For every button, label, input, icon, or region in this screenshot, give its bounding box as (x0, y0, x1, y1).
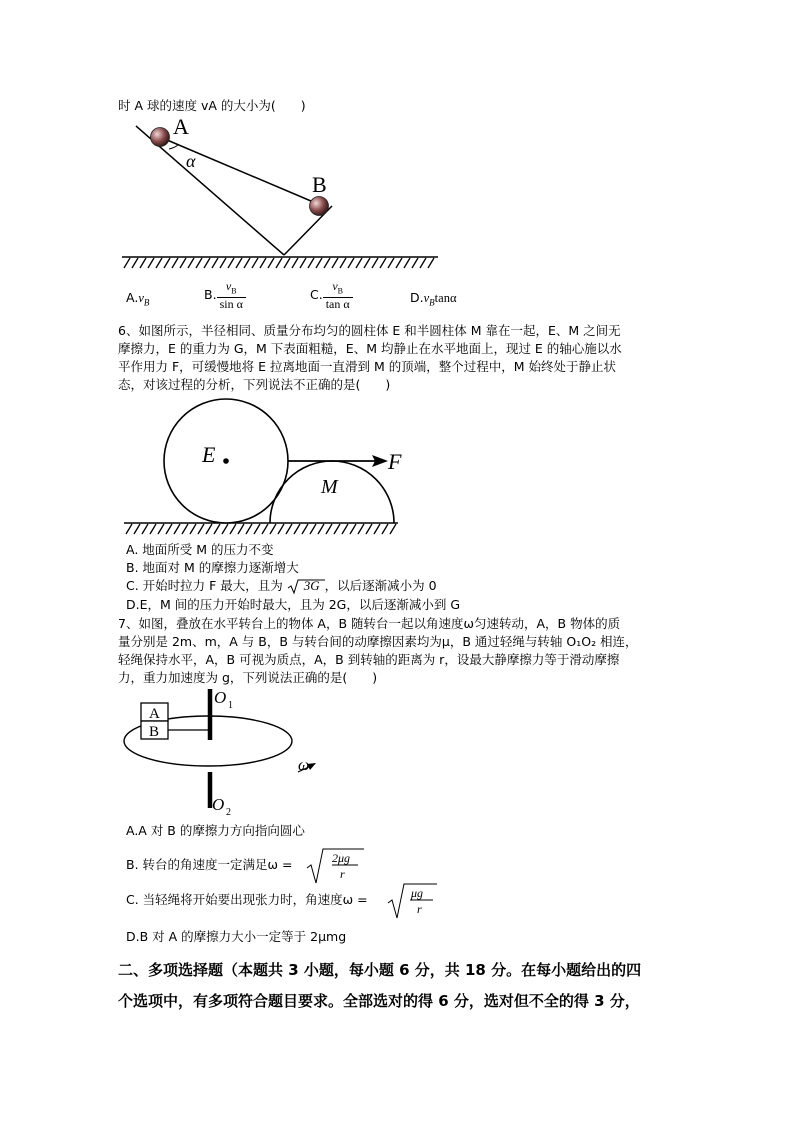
option-fraction: $\frac{v_B}{\text{sin α}}$ (217, 280, 246, 311)
hatch-mark (214, 524, 220, 534)
section2-line2: 个选项中，有多项符合题目要求。全部选对的得 6 分，选对但不全的得 3 分， (118, 992, 640, 1010)
hatch-mark (332, 258, 338, 268)
hatch-mark (246, 524, 252, 534)
hatch-mark (420, 258, 426, 268)
q7-option-b: B. 转台的角速度一定满足ω = (126, 857, 293, 872)
section2-line1: 二、多项选择题（本题共 3 小题，每小题 6 分，共 18 分。在每小题给出的四 (118, 961, 642, 979)
label-m: M (321, 476, 338, 498)
svg-text:r: r (340, 867, 345, 881)
q6-option-d: D.E，M 间的压力开始时最大，且为 2G，以后逐渐减小到 G (126, 597, 461, 612)
hatch-mark (390, 524, 396, 534)
ball-a (151, 128, 170, 147)
ball-b (310, 197, 329, 216)
q6-option-b: B. 地面对 M 的摩擦力逐渐增大 (126, 560, 299, 575)
label-o1-sub: 1 (228, 700, 233, 711)
q6-stem-line2: 摩擦力，E 的重力为 G，M 下表面粗糙，E、M 均静止在水平地面上，现过 E 的轴心施以水 (118, 341, 622, 356)
hatch-mark (286, 524, 292, 534)
hatch-mark (324, 258, 330, 268)
label-e: E (202, 442, 216, 467)
hatch-mark (396, 258, 402, 268)
hatch-mark (294, 524, 300, 534)
hatch-mark (190, 524, 196, 534)
hatch-mark (302, 524, 308, 534)
label-b: B (312, 172, 327, 197)
hatch-mark (342, 524, 348, 534)
hatch-mark (230, 524, 236, 534)
q7-option-a: A.A 对 B 的摩擦力方向指向圆心 (126, 823, 305, 838)
q7-stem-line3: 轻绳保持水平，A，B 可视为质点，A，B 到转轴的距离为 r，设最大静摩擦力等于滑动摩擦 (118, 652, 620, 667)
hatch-mark (348, 258, 354, 268)
hatch-mark (340, 258, 346, 268)
hatch-mark (244, 258, 250, 268)
q7-option-d: D.B 对 A 的摩擦力大小一定等于 2μmg (126, 929, 347, 944)
hatch-mark (252, 258, 258, 268)
hatch-mark (316, 258, 322, 268)
q7-option-c-sqrt (387, 881, 443, 921)
hatch-mark (262, 524, 268, 534)
hatch-mark (300, 258, 306, 268)
hatch-mark (292, 258, 298, 268)
label-a: A (173, 114, 189, 139)
hatch-mark (124, 258, 130, 268)
hatch-mark (268, 258, 274, 268)
hatch-mark (358, 524, 364, 534)
hatch-mark (132, 258, 138, 268)
hatch-mark (388, 258, 394, 268)
q6-stem-line3: 平作用力 F，可缓慢地将 E 拉离地面一直滑到 M 的顶端，整个过程中，M 始终处于静止状 (118, 359, 616, 374)
hatch-mark (212, 258, 218, 268)
hatch-mark (142, 524, 148, 534)
hatch-mark (350, 524, 356, 534)
hatch-mark (164, 258, 170, 268)
svg-text:r: r (417, 902, 422, 916)
hatch-mark (260, 258, 266, 268)
option-math: v (138, 291, 144, 305)
label-block-b: B (149, 724, 160, 740)
hatch-mark (166, 524, 172, 534)
svg-text:2μg: 2μg (332, 851, 351, 865)
q5-option-a (126, 289, 149, 312)
q6-figure (120, 395, 420, 537)
hatch-mark (158, 524, 164, 534)
hatch-mark (276, 258, 282, 268)
option-prefix: B. (204, 287, 217, 303)
rod-ab (160, 137, 318, 204)
hatch-mark (172, 258, 178, 268)
label-alpha: α (186, 151, 196, 171)
hatch-mark (254, 524, 260, 534)
q7-stem-line2: 量分别是 2m、m，A 与 B，B 与转台间的动摩擦因素均为μ，B 通过轻绳与转轴 O₁O₂ 相连， (118, 634, 638, 649)
q5-option-c (310, 280, 353, 311)
q5-option-d: $D.v_B\tan\alpha$ (410, 290, 457, 308)
label-block-a: A (149, 706, 160, 722)
svg-text:μg: μg (411, 886, 424, 900)
hatch-mark (326, 524, 332, 534)
hatch-mark (180, 258, 186, 268)
option-fraction: $\frac{v_B}{\text{tan α}}$ (323, 280, 353, 311)
hatch-mark (148, 258, 154, 268)
hatch-mark (366, 524, 372, 534)
hatch-mark (140, 258, 146, 268)
q7-figure (120, 684, 330, 822)
hatch-mark (334, 524, 340, 534)
hatch-mark (372, 258, 378, 268)
q5-figure (120, 112, 450, 272)
hatch-mark (222, 524, 228, 534)
option-math-sub: B (143, 297, 150, 308)
q6-option-c: C. 开始时拉力 F 最大，且为 3G ，以后逐渐减小为 0 (126, 577, 437, 596)
hatch-mark (188, 258, 194, 268)
hatch-mark (278, 524, 284, 534)
q7-option-b-sqrt (306, 846, 366, 886)
alpha-arc (169, 145, 178, 149)
sqrt-expression: 3G (287, 577, 347, 596)
hatch-mark (428, 258, 434, 268)
hatch-mark (236, 258, 242, 268)
hatch-mark (308, 258, 314, 268)
hatch-mark (382, 524, 388, 534)
hatch-mark (126, 524, 132, 534)
label-o2: O (212, 795, 225, 814)
q5-option-b (204, 280, 246, 311)
label-o1: O (214, 688, 227, 707)
hatch-mark (284, 258, 290, 268)
hatch-mark (206, 524, 212, 534)
hatch-mark (238, 524, 244, 534)
label-o2-sub: 2 (226, 807, 231, 818)
q7-stem-line4: 力，重力加速度为 g，下列说法正确的是( ) (118, 670, 378, 685)
hatch-mark (220, 258, 226, 268)
hatch-mark (134, 524, 140, 534)
hatch-mark (404, 258, 410, 268)
hatch-mark (182, 524, 188, 534)
hatch-mark (204, 258, 210, 268)
q6-stem-line4: 态，对该过程的分析，下列说法不正确的是( ) (118, 377, 391, 392)
hatch-mark (150, 524, 156, 534)
hatch-mark (374, 524, 380, 534)
q5-stem: 时 A 球的速度 vA 的大小为( ) (118, 98, 306, 113)
hatch-mark (196, 258, 202, 268)
hatch-mark (156, 258, 162, 268)
hatch-mark (364, 258, 370, 268)
option-prefix: D. (410, 290, 424, 305)
q6-stem-line1: 6、如图所示，半径相同、质量分布均匀的圆柱体 E 和半圆柱体 M 靠在一起，E、M 之间无 (118, 323, 621, 338)
q7-stem-line1: 7、如图，叠放在水平转台上的物体 A，B 随转台一起以角速度ω匀速转动，A，B 物体的质 (118, 616, 621, 631)
axis-dot (223, 458, 229, 464)
hatch-mark (310, 524, 316, 534)
hatch-mark (356, 258, 362, 268)
hatch-mark (318, 524, 324, 534)
label-omega: ω (298, 757, 310, 774)
hatch-mark (174, 524, 180, 534)
q7-option-c: C. 当轻绳将开始要出现张力时，角速度ω = (126, 892, 368, 907)
label-f: F (388, 449, 402, 474)
hatch-mark (270, 524, 276, 534)
hatch-mark (228, 258, 234, 268)
hatch-mark (198, 524, 204, 534)
option-prefix: A. (126, 290, 139, 305)
hatch-mark (380, 258, 386, 268)
q6-option-a: A. 地面所受 M 的压力不变 (126, 542, 274, 557)
option-prefix: C. (310, 287, 323, 303)
hatch-mark (412, 258, 418, 268)
